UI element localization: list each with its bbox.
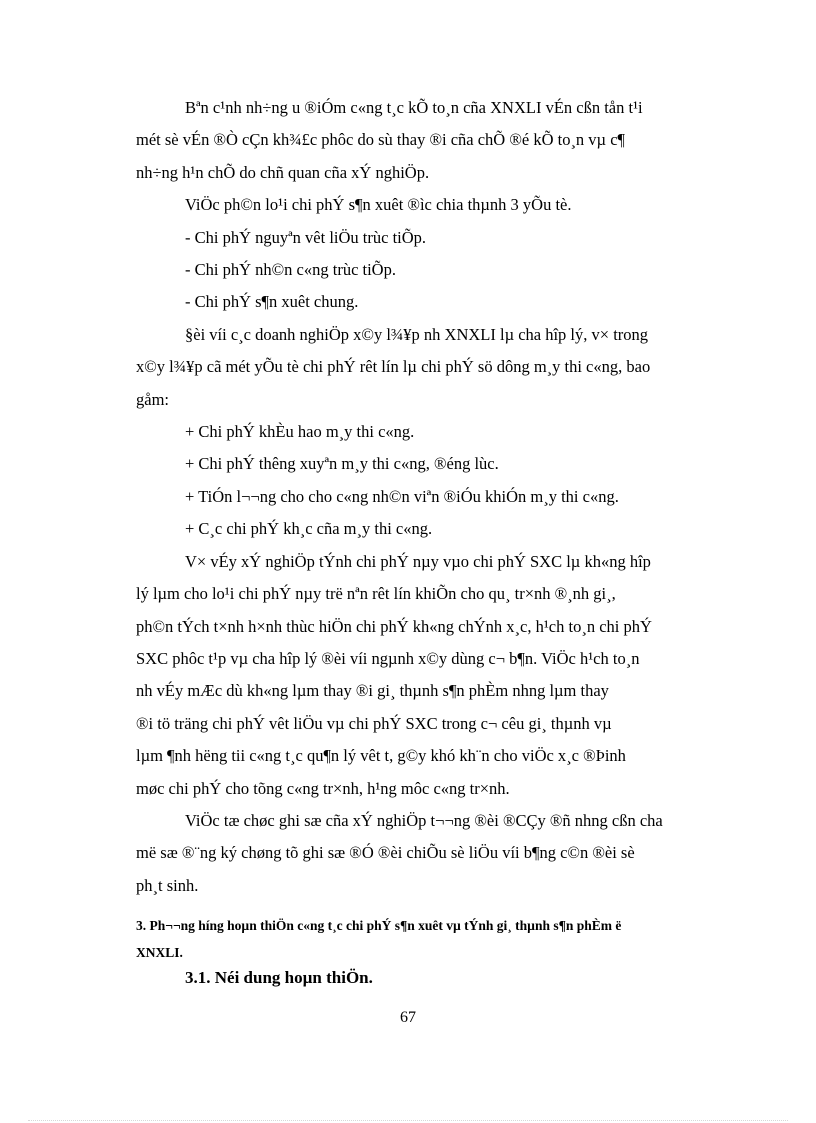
paragraph xyxy=(136,222,740,254)
paragraph-line: lµm ¶nh hëng tii c«ng t¸c qu¶n lý vêt t, g©y khó kh¨n cho viÖc x¸c ®Þinh xyxy=(136,746,626,766)
paragraph-line: + Chi phÝ khÈu hao m¸y thi c«ng. xyxy=(185,422,415,442)
paragraph xyxy=(136,189,740,221)
paragraph-line: më sæ ®¨ng ký chøng tõ ghi sæ ®Ó ®èi chiÕu sè liÖu víi b¶ng c©n ®èi sè xyxy=(136,843,635,863)
paragraph-line: x©y l¾¥p cã mét yÕu tè chi phÝ rêt lín lµ chi phÝ sö dông m¸y thi c«ng, bao xyxy=(136,357,651,377)
paragraph-line: møc chi phÝ cho tõng c«ng tr×nh, h¹ng môc c«ng tr×nh. xyxy=(136,778,510,798)
paragraph-line: nh vÉy mÆc dù kh«ng lµm thay ®i gi¸ thµnh s¶n phÈm nhng lµm thay xyxy=(136,681,609,701)
paragraph-line: Bªn c¹nh nh÷ng u ®iÓm c«ng t¸c kÕ to¸n cña XNXLI vÉn cßn tån t¹i xyxy=(185,98,643,117)
paragraph-line: - Chi phÝ s¶n xuêt chung. xyxy=(185,292,359,312)
paragraph xyxy=(136,286,740,318)
paragraph-line: SXC phôc t¹p vµ cha hîp lý ®èi víi ngµnh x©y dùng c¬ b¶n. ViÖc h¹ch to¸n xyxy=(136,648,640,668)
paragraph xyxy=(136,481,740,513)
paragraph-line: ®i tö träng chi phÝ vêt liÖu vµ chi phÝ SXC trong c¬ cêu gi¸ thµnh vµ xyxy=(136,713,612,733)
paragraph-line: - Chi phÝ nh©n c«ng trùc tiÕp. xyxy=(185,260,396,280)
paragraph-line: + Chi phÝ thêng xuyªn m¸y thi c«ng, ®éng lùc. xyxy=(185,454,499,474)
paragraph-line: gåm: xyxy=(136,389,169,409)
paragraph-line: nh÷ng h¹n chÕ do chñ quan cña xÝ nghiÖp. xyxy=(136,162,430,182)
paragraph xyxy=(136,805,740,902)
section-heading-line-2: XNXLI. xyxy=(136,945,183,960)
paragraph xyxy=(136,546,740,805)
subheading: 3.1. Néi dung hoµn thiÖn. xyxy=(185,968,373,987)
paragraph xyxy=(136,513,740,545)
paragraph-line: - Chi phÝ nguyªn vêt liÖu trùc tiÕp. xyxy=(185,227,427,247)
paragraph-line: mét sè vÉn ®Ò cÇn kh¾£c phôc do sù thay ®i cña chÕ ®é kÕ to¸n vµ c¶ xyxy=(136,130,625,150)
paragraph-line: + C¸c chi phÝ kh¸c cña m¸y thi c«ng. xyxy=(185,519,433,539)
paragraph-line: V× vÉy xÝ nghiÖp tÝnh chi phÝ nµy vµo chi phÝ SXC lµ kh«ng hîp xyxy=(185,551,651,571)
section-heading xyxy=(136,912,740,966)
page-bottom-rule xyxy=(28,1120,788,1121)
paragraph-line: ViÖc tæ chøc ghi sæ cña xÝ nghiÖp t¬¬ng ®èi ®CÇy ®ñ nhng cßn cha xyxy=(185,810,663,830)
section-heading-line-1: 3. Ph¬¬ng híng hoµn thiÖn c«ng t¸c chi phÝ s¶n xuêt vµ tÝnh gi¸ thµnh s¶n phÈm ë xyxy=(136,918,622,933)
paragraph xyxy=(136,416,740,448)
paragraph-line: §èi víi c¸c doanh nghiÖp x©y l¾¥p nh XNXLI lµ cha hîp lý, v× trong xyxy=(185,324,649,344)
paragraph xyxy=(136,92,740,189)
body-text xyxy=(136,92,740,902)
paragraph-line: ViÖc ph©n lo¹i chi phÝ s¶n xuêt ®ìc chia thµnh 3 yÕu tè. xyxy=(185,195,572,215)
paragraph-line: ph©n tÝch t×nh h×nh thùc hiÖn chi phÝ kh«ng chÝnh x¸c, h¹ch to¸n chi phÝ xyxy=(136,616,652,636)
paragraph xyxy=(136,254,740,286)
paragraph xyxy=(136,448,740,480)
paragraph-line: ph¸t sinh. xyxy=(136,875,199,895)
paragraph xyxy=(136,319,740,416)
page-number: 67 xyxy=(400,1009,416,1026)
paragraph-line: + TiÓn l¬¬ng cho cho c«ng nh©n viªn ®iÓu khiÓn m¸y thi c«ng. xyxy=(185,486,619,506)
paragraph-line: lý lµm cho lo¹i chi phÝ nµy trë nªn rêt lín khiÕn cho qu¸ tr×nh ®¸nh gi¸, xyxy=(136,584,616,604)
